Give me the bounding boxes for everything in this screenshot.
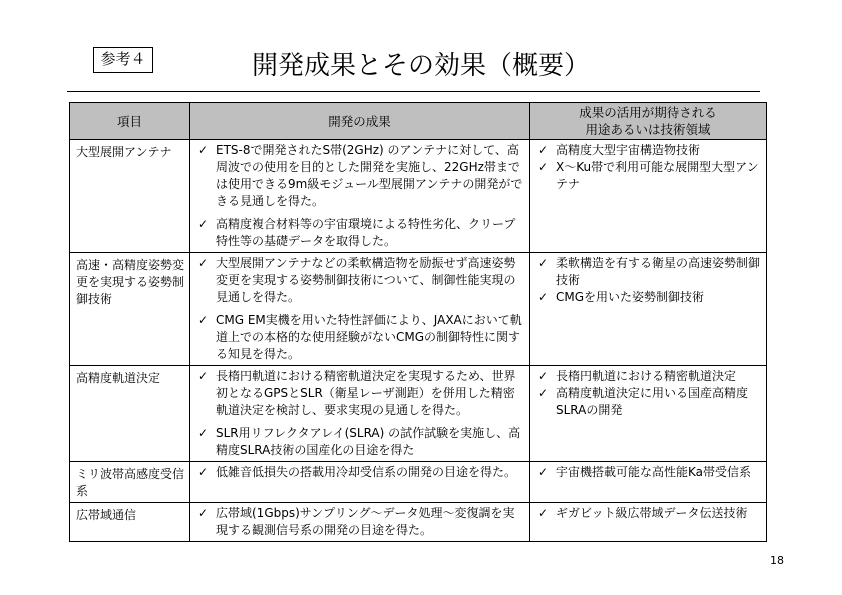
checkmark-icon: ✓ — [538, 506, 549, 520]
table-body — [70, 140, 767, 542]
application-item — [534, 289, 762, 306]
result-item — [194, 216, 525, 250]
header-results: 開発の成果 — [190, 103, 530, 140]
checkmark-icon: ✓ — [198, 465, 209, 479]
application-item-text: 宇宙機搭載可能な高性能Ka帯受信系 — [556, 465, 752, 479]
item-cell: 高精度軌道決定 — [70, 366, 190, 462]
page-title: 開発成果とその効果（概要） — [251, 51, 590, 81]
result-item-text: SLR用リフレクタアレイ(SLRA) の試作試験を実施し、高精度SLRA技術の国産化の目途を得た — [216, 426, 521, 457]
checkmark-icon: ✓ — [198, 426, 209, 440]
results-list — [194, 142, 525, 250]
result-item-text: ETS-8で開発されたS帯(2GHz) のアンテナに対して、高周波での使用を目的とした開発を実施し、22GHz帯までは使用できる9m級モジュール型展開アンテナの開発ができる見通しを得た。 — [216, 143, 523, 208]
table-header-row — [70, 103, 767, 140]
result-item-text: 広帯域(1Gbps)サンプリング～データ処理～変復調を実現する観測信号系の開発の目途を得た。 — [216, 506, 515, 537]
table-row — [70, 140, 767, 253]
application-item-text: 高精度大型宇宙構造物技術 — [556, 143, 701, 157]
applications-cell — [530, 253, 767, 366]
table-row — [70, 253, 767, 366]
application-item — [534, 159, 762, 193]
checkmark-icon: ✓ — [198, 256, 209, 270]
application-item — [534, 368, 762, 385]
applications-cell — [530, 503, 767, 542]
results-cell — [190, 462, 530, 503]
reference-tag: 参考４ — [93, 47, 153, 73]
checkmark-icon: ✓ — [538, 160, 549, 174]
header-applications-text: 成果の活用が期待される 用途あるいは技術領域 — [579, 105, 717, 137]
application-item — [534, 385, 762, 419]
title-divider — [67, 91, 760, 92]
result-item-text: 大型展開アンテナなどの柔軟構造物を励振せず高速姿勢変更を実現する姿勢制御技術について、制御性能実現の見通しを得た。 — [216, 256, 516, 304]
applications-list — [534, 142, 762, 193]
checkmark-icon: ✓ — [198, 143, 209, 157]
checkmark-icon: ✓ — [538, 369, 549, 383]
applications-list — [534, 464, 762, 481]
result-item — [194, 255, 525, 306]
results-table — [69, 102, 767, 542]
results-cell — [190, 253, 530, 366]
application-item-text: 柔軟構造を有する衛星の高速姿勢制御技術 — [556, 256, 761, 287]
result-item — [194, 464, 525, 481]
application-item-text: CMGを用いた姿勢制御技術 — [556, 290, 705, 304]
item-cell: ミリ波帯高感度受信系 — [70, 462, 190, 503]
checkmark-icon: ✓ — [198, 369, 209, 383]
table-row — [70, 462, 767, 503]
applications-list — [534, 505, 762, 522]
result-item-text: 高精度複合材料等の宇宙環境による特性劣化、クリープ特性等の基礎データを取得した。 — [216, 217, 516, 248]
results-cell — [190, 140, 530, 253]
result-item — [194, 368, 525, 419]
checkmark-icon: ✓ — [538, 386, 549, 400]
table-row — [70, 503, 767, 542]
checkmark-icon: ✓ — [538, 256, 549, 270]
checkmark-icon: ✓ — [198, 506, 209, 520]
result-item — [194, 425, 525, 459]
checkmark-icon: ✓ — [538, 465, 549, 479]
application-item-text: 長楕円軌道における精密軌道決定 — [556, 369, 737, 383]
result-item — [194, 505, 525, 539]
results-list — [194, 368, 525, 459]
applications-cell — [530, 366, 767, 462]
results-list — [194, 505, 525, 539]
results-cell — [190, 366, 530, 462]
checkmark-icon: ✓ — [198, 217, 209, 231]
item-cell: 大型展開アンテナ — [70, 140, 190, 253]
checkmark-icon: ✓ — [538, 290, 549, 304]
item-cell: 高速・高精度姿勢変更を実現する姿勢制御技術 — [70, 253, 190, 366]
header-item: 項目 — [70, 103, 190, 140]
applications-list — [534, 368, 762, 419]
result-item-text: 低雑音低損失の搭載用冷却受信系の開発の目途を得た。 — [216, 465, 517, 479]
applications-cell — [530, 140, 767, 253]
application-item-text: 高精度軌道決定に用いる国産高精度SLRAの開発 — [556, 386, 749, 417]
application-item — [534, 255, 762, 289]
result-item — [194, 142, 525, 210]
results-cell — [190, 503, 530, 542]
page-number: 18 — [770, 554, 784, 567]
result-item — [194, 312, 525, 363]
application-item — [534, 505, 762, 522]
checkmark-icon: ✓ — [198, 313, 209, 327]
table-row — [70, 366, 767, 462]
application-item-text: ギガビット級広帯域データ伝送技術 — [556, 506, 748, 520]
application-item-text: X～Ku帯で利用可能な展開型大型アンテナ — [556, 160, 759, 191]
result-item-text: CMG EM実機を用いた特性評価により、JAXAにおいて軌道上での本格的な使用経験がないCMGの制御特性に関する知見を得た。 — [216, 313, 522, 361]
applications-cell — [530, 462, 767, 503]
header-applications — [530, 103, 767, 140]
checkmark-icon: ✓ — [538, 143, 549, 157]
application-item — [534, 142, 762, 159]
results-list — [194, 464, 525, 481]
result-item-text: 長楕円軌道における精密軌道決定を実現するため、世界初となるGPSとSLR（衛星レーザ測距）を併用した精密軌道決定を検討し、要求実現の見通しを得た。 — [216, 369, 516, 417]
application-item — [534, 464, 762, 481]
results-list — [194, 255, 525, 363]
applications-list — [534, 255, 762, 306]
item-cell: 広帯域通信 — [70, 503, 190, 542]
